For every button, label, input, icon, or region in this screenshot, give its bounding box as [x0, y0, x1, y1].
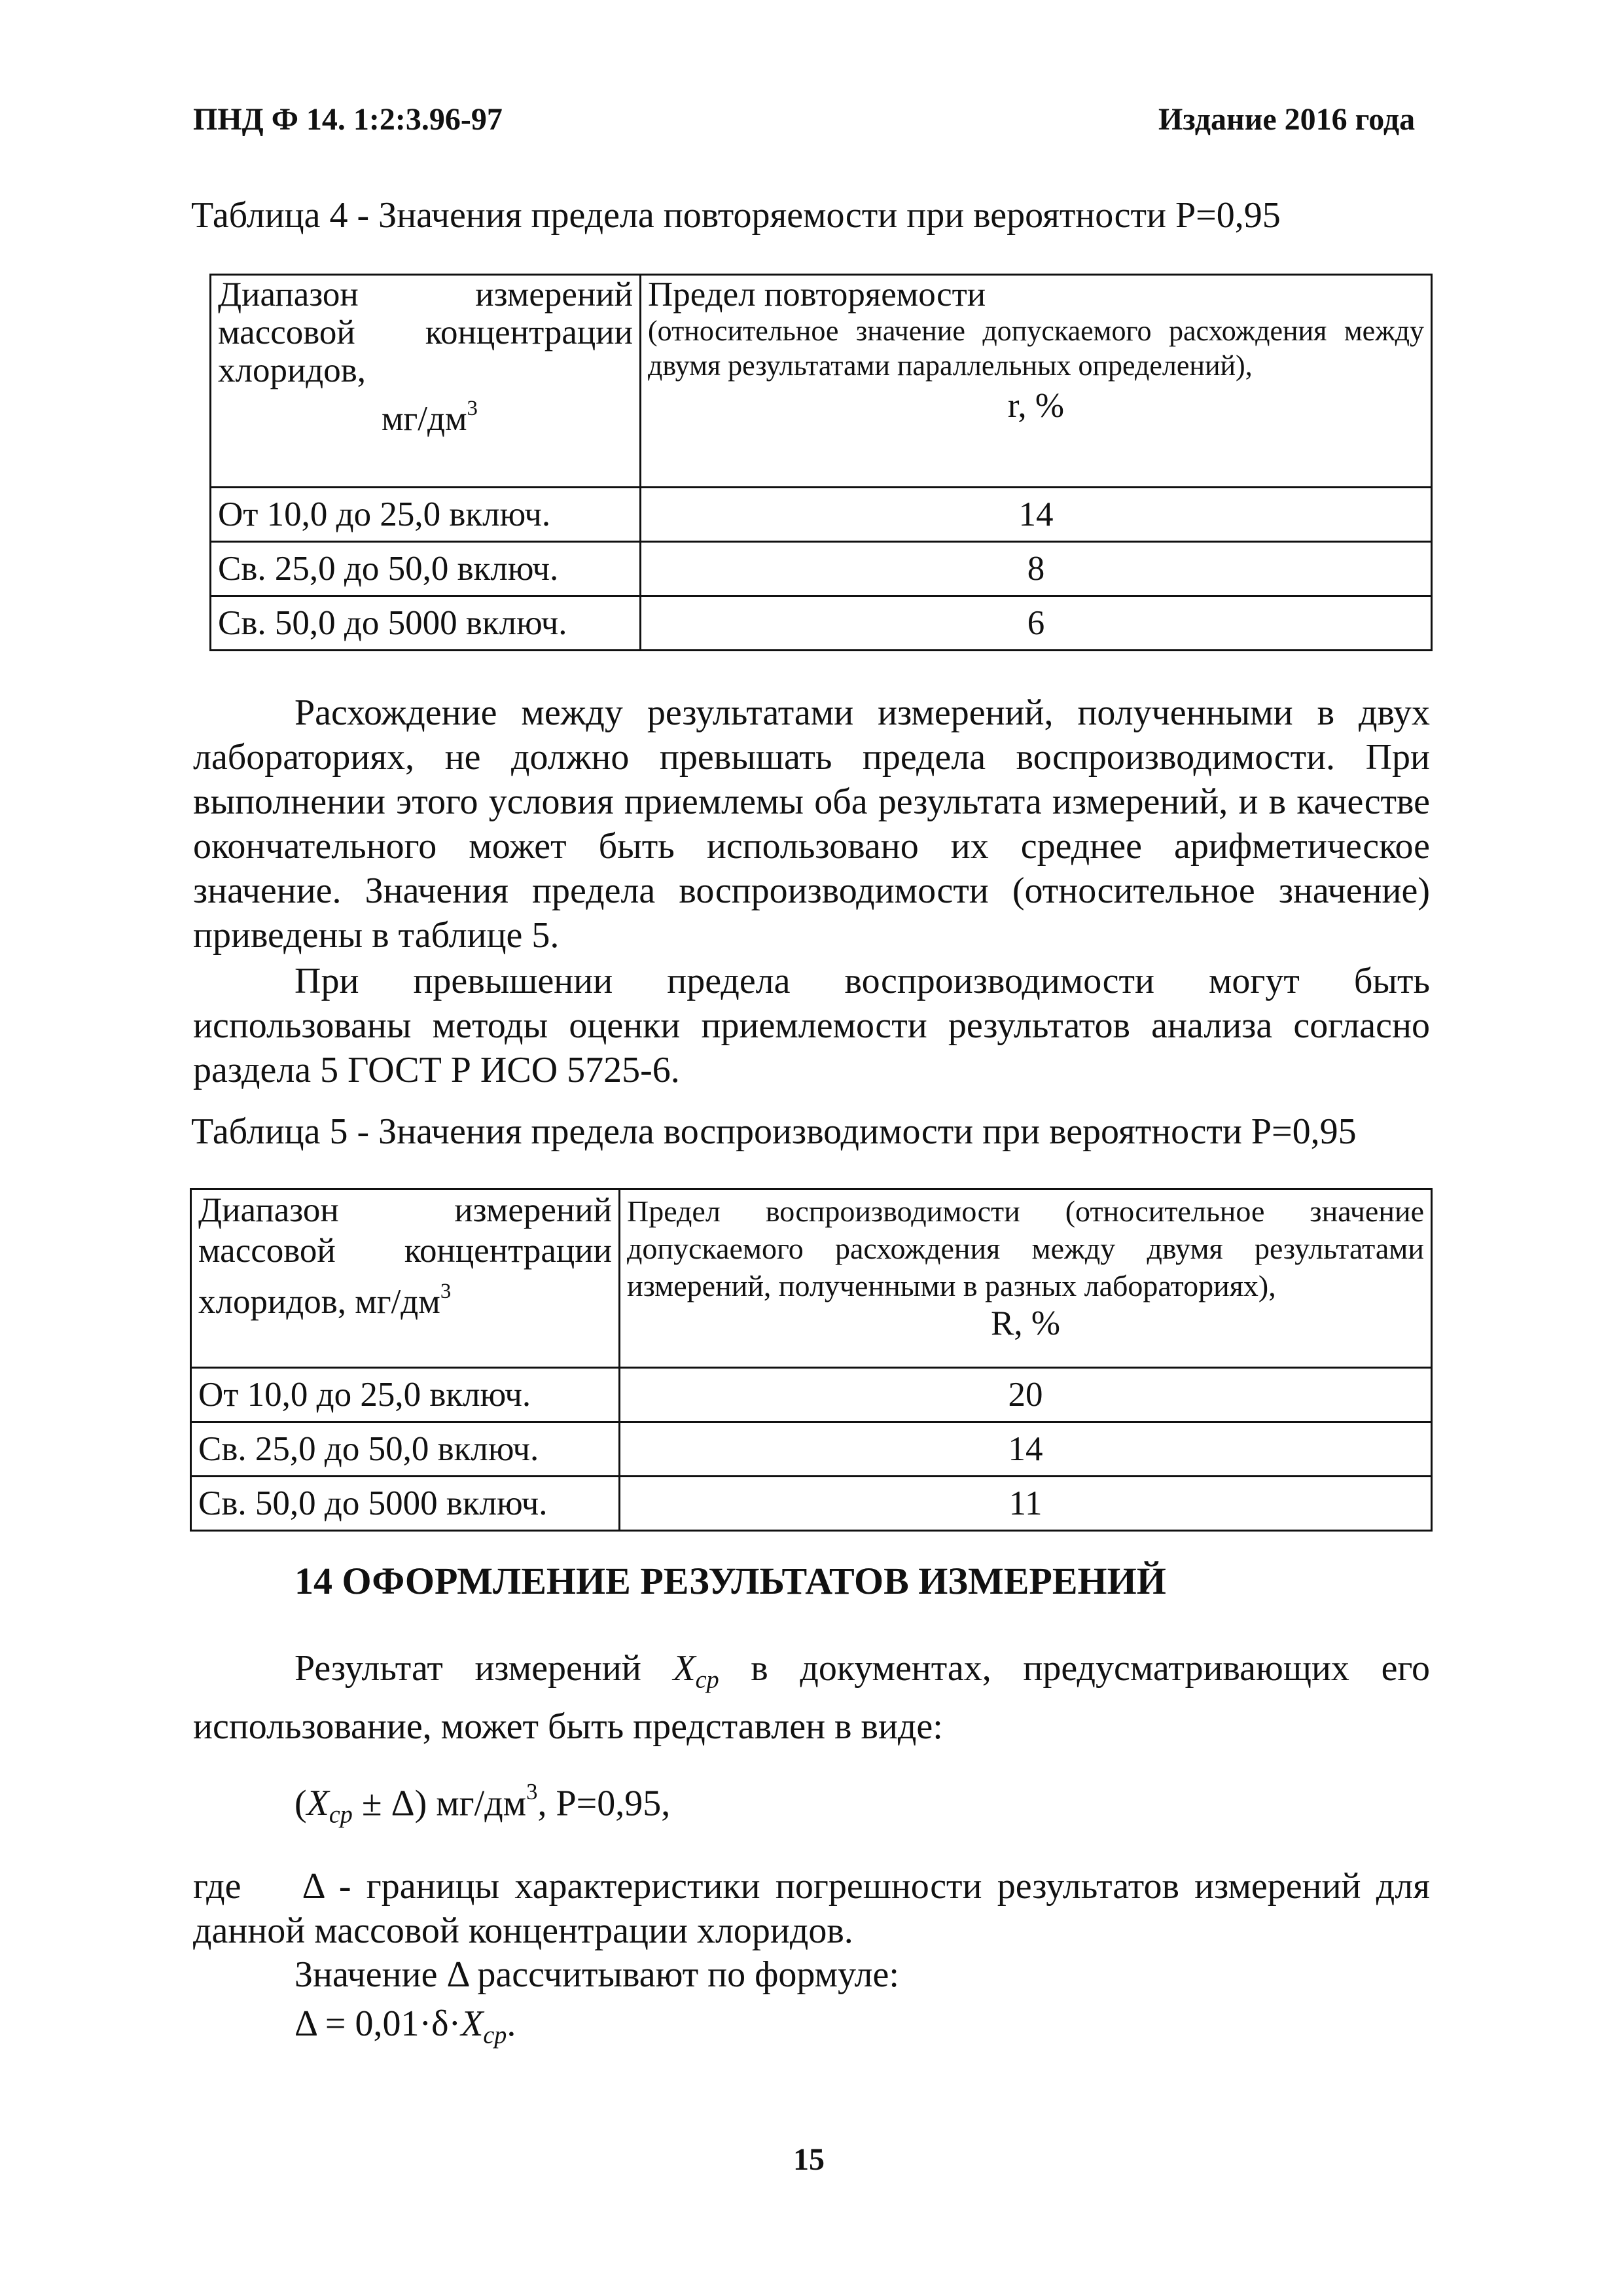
formula2-var-sub: ср	[483, 2021, 507, 2049]
p1-text-a: Результат измерений	[294, 1648, 641, 1689]
table4-row1-range: От 10,0 до 25,0 включ.	[211, 488, 641, 542]
table5-row1-value: 20	[620, 1368, 1432, 1422]
table5-caption: Таблица 5 - Значения предела воспроизводимости при вероятности P=0,95	[191, 1111, 1357, 1152]
var-x	[673, 1648, 719, 1694]
formula2-end: .	[507, 2003, 516, 2044]
paragraph-exceedance: При превышении предела воспроизводимости могут быть использованы методы оценки приемлемости результатов анализа согласно раздела 5 ГОСТ Р ИСО 5725-6.	[193, 961, 1430, 1090]
table4-col1-unit-sup: 3	[467, 397, 478, 420]
where-label: где	[193, 1866, 241, 1907]
table4-row2-value: 8	[641, 542, 1432, 596]
table4-row3-value: 6	[641, 596, 1432, 651]
table5-col2-unit: R, %	[991, 1304, 1060, 1342]
table4-caption: Таблица 4 - Значения предела повторяемости при вероятности P=0,95	[191, 195, 1281, 236]
table-row	[211, 488, 1432, 542]
formula1-sup: 3	[526, 1779, 538, 1804]
table4-row1-value: 14	[641, 488, 1432, 542]
formula1-var-letter: X	[306, 1783, 329, 1824]
table4	[209, 274, 1433, 651]
table5-col1-line1: Диапазон измерений	[198, 1191, 612, 1229]
var-x-letter: X	[673, 1648, 696, 1689]
table-row	[211, 596, 1432, 651]
table5-row3-range: Св. 50,0 до 5000 включ.	[191, 1477, 620, 1531]
edition-label: Издание 2016 года	[1158, 102, 1416, 137]
paragraph-formula-intro: Значение Δ рассчитывают по формуле:	[294, 1954, 899, 1995]
section-heading: 14 ОФОРМЛЕНИЕ РЕЗУЛЬТАТОВ ИЗМЕРЕНИЙ	[294, 1560, 1166, 1602]
table5-header-row	[191, 1189, 1432, 1368]
table4-col1-unit	[218, 389, 633, 438]
table4-header-row	[211, 275, 1432, 488]
table4-row2-range: Св. 25,0 до 50,0 включ.	[211, 542, 641, 596]
paragraph-discrepancy: Расхождение между результатами измерений, полученными в двух лабораториях, не должно превышать предела воспроизводимости. При выполнении этого условия приемлемы оба результата измерений, и в качестве окончательного может быть использовано их среднее арифметическое значение. Значения предела воспроизводимости (относительное значение) приведены в таблице 5.	[193, 692, 1430, 956]
table4-col2-unit: r, %	[1007, 387, 1065, 425]
formula1-var	[306, 1783, 353, 1829]
paragraph-where	[193, 1864, 1430, 1953]
doc-code: ПНД Ф 14. 1:2:3.96-97	[193, 102, 503, 137]
formula1-open: (	[294, 1783, 307, 1824]
table5-row2-range: Св. 25,0 до 50,0 включ.	[191, 1422, 620, 1477]
table-row	[191, 1368, 1432, 1422]
formula1-end: , P=0,95,	[537, 1783, 671, 1824]
table4-col1-line2: массовой концентрации	[218, 314, 633, 351]
table5-row3-value: 11	[620, 1477, 1432, 1531]
var-x-sub: ср	[695, 1666, 719, 1694]
formula2-var-letter: X	[461, 2003, 484, 2044]
formula2-pre: Δ = 0,01·δ·	[294, 2003, 461, 2044]
table-row	[211, 542, 1432, 596]
formula-delta	[294, 2003, 516, 2049]
table4-row3-range: Св. 50,0 до 5000 включ.	[211, 596, 641, 651]
paragraph-result-form	[193, 1645, 1430, 1750]
formula2-var	[461, 2003, 507, 2049]
formula-result	[294, 1779, 670, 1829]
table4-col2-desc: (относительное значение допускаемого расхождения между двумя результатами параллельных определений),	[648, 315, 1424, 382]
table5-col2-header	[620, 1189, 1432, 1368]
table5-col1-unit-text: хлоридов, мг/дм	[198, 1283, 440, 1321]
table-row	[191, 1477, 1432, 1531]
where-text: Δ - границы характеристики погрешности результатов измерений для данной массовой концентрации хлоридов.	[193, 1866, 1430, 1951]
table-row	[191, 1422, 1432, 1477]
page-number: 15	[793, 2142, 825, 2177]
table4-col1-header	[211, 275, 641, 488]
table5-col1-header	[191, 1189, 620, 1368]
formula1-mid: ± Δ) мг/дм	[352, 1783, 527, 1824]
table5-row2-value: 14	[620, 1422, 1432, 1477]
table5-col1-unit-sup: 3	[440, 1280, 452, 1303]
formula1-var-sub: ср	[329, 1801, 353, 1829]
table4-col1-line3: хлоридов,	[218, 351, 366, 389]
table4-col1-line1: Диапазон измерений	[218, 276, 633, 314]
table5-col2-desc: Предел воспроизводимости (относительное значение допускаемого расхождения между двумя результатами измерений, полученными в разных лабораториях),	[627, 1194, 1424, 1302]
table5-col1-unit	[198, 1271, 612, 1322]
table4-col1-unit-text: мг/дм	[382, 400, 467, 438]
table5	[190, 1188, 1433, 1532]
p1-text-b: в документах, предусматривающих его использование, может быть представлен в виде:	[193, 1648, 1430, 1748]
table5-row1-range: От 10,0 до 25,0 включ.	[191, 1368, 620, 1422]
table4-col2-title: Предел повторяемости	[648, 276, 986, 314]
table5-col1-line2: массовой концентрации	[198, 1232, 612, 1270]
table4-col2-header	[641, 275, 1432, 488]
